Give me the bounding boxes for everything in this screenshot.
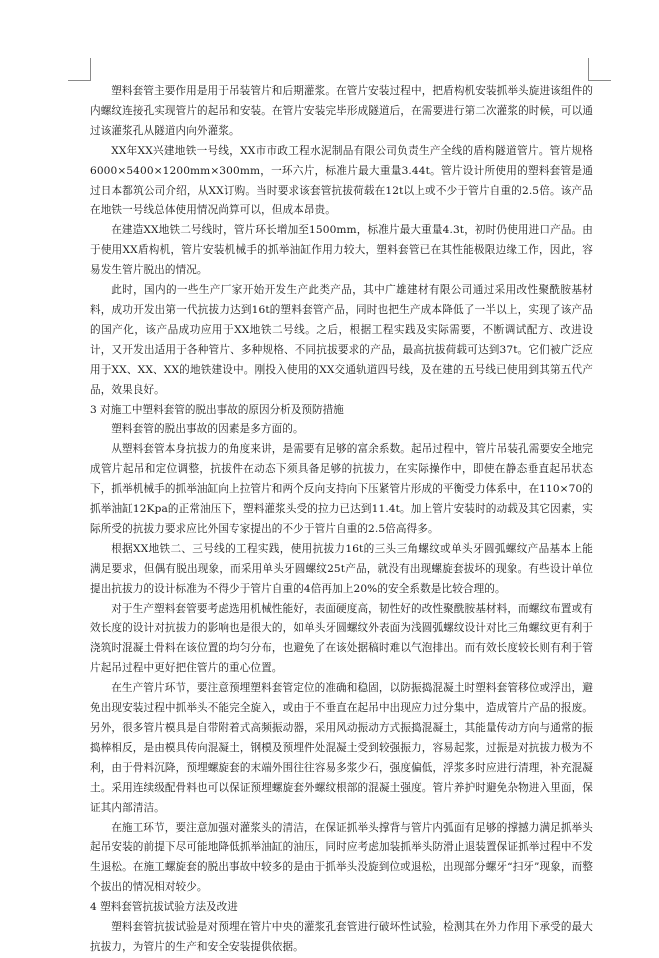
- paragraph: 塑料套管的脱出事故的因素是多方面的。: [111, 423, 304, 436]
- paragraph: 对于生产塑料套管要考虑选用机械性能好，表面硬度高，韧性好的改性聚酰胺基材料，而螺纹布置或有效长度的设计对抗拔力的影响也是很大的，如单头牙圆螺纹外表面为浅圆弧螺纹设计对比三角螺纹更有利于浇筑时混凝土骨料在该位置的均匀分布，也避免了在该处据稿时难以气泡排出。而有效长度较长则有利于管片起吊过程中更好把住管片的重心位置。: [90, 602, 593, 675]
- paragraph: XX年XX兴建地铁一号线，XX市市政工程水泥制品有限公司负责生产全线的盾构隧道管片。管片规格6000×5400×1200mm×300mm，一环六片，标准片最大重量3.44t。管片设计所使用的塑料套管是通过日本都筑公司介绍，从XX订购。当时要求该套管抗拔荷载在12t以上或不少于管片自重的2.5倍。该产品在地铁一号线总体使用情况尚算可以，但成本昂贵。: [90, 144, 593, 217]
- paragraph: 在生产管片环节，要注意预埋塑料套管定位的准确和稳固，以防振捣混凝土时塑料套管移位或浮出，避免出现安装过程中抓举头不能完全旋入，或由于不垂直在起吊中出现应力过分集中，造成管片产品的报废。另外，很多管片模具是自带附着式高频振动器，采用风动振动方式振捣混凝土，其能量传动方向与通常的振捣棒相反，是由模具传向混凝土，钢模及预埋件处混凝土受到较强振力，容易起浆，过振是对抗拔力极为不利，由于骨料沉降，预埋螺旋套的末端外围往往容易多浆少石，强度偏低，浮浆多时应进行清理，补充混凝土。采用连续级配骨料也可以保证预埋螺旋套外螺纹根部的混凝土强度。管片养护时避免杂物进入里面，保证其内部清洁。: [90, 682, 593, 814]
- paragraph: 塑料套管主要作用是用于吊装管片和后期灌浆。在管片安装过程中，把盾构机安装抓举头旋进该组件的内螺纹连接孔实现管片的起吊和安装。在管片安装完毕形成隧道后，在需要进行第二次灌浆的时候，可以通过该灌浆孔从隧道内向外灌浆。: [90, 85, 593, 137]
- page-corner-mark-top-left: [68, 58, 91, 81]
- page-corner-mark-top-right: [588, 58, 611, 81]
- section-heading: 3 对施工中塑料套管的脱出事故的原因分析及预防措施: [90, 403, 344, 416]
- section-heading: 4 塑料套管抗拔试验方法及改进: [90, 901, 238, 914]
- paragraph: 根据XX地铁二、三号线的工程实践，使用抗拔力16t的三头三角螺纹或单头牙圆弧螺纹产品基本上能满足要求，但偶有脱出现象，而采用单头牙圆螺纹25t产品，就没有出现螺旋套拔坏的现象。有些设计单位提出抗拔力的设计标准为不得少于管片自重的4倍再加上20%的安全系数是比较合理的。: [90, 542, 593, 595]
- paragraph: 此时，国内的一些生产厂家开始开发生产此类产品，其中广雄建材有限公司通过采用改性聚酰胺基材料，成功开发出第一代抗拔力达到16t的塑料套管产品，同时也把生产成本降低了一半以上，实现了该产品的国产化，该产品成功应用于XX地铁二号线。之后，根据工程实践及实际需要，不断调试配方、改进设计，又开发出适用于各种管片、多种规格、不同抗拔要求的产品，最高抗拔荷载可达到37t。它们被广泛应用于XX、XX、XX的地铁建设中。刚投入使用的XX交通轨道四号线，及在建的五号线已使用到其第五代产品，效果良好。: [90, 284, 593, 396]
- paragraph: 塑料套管抗拔试验是对预埋在管片中央的灌浆孔套管进行破坏性试验，检测其在外力作用下承受的最大抗拔力，为管片的生产和安全安装提供依据。: [90, 921, 593, 953]
- paragraph: 在建造XX地铁二号线时，管片环长增加至1500mm，标准片最大重量4.3t，初时仍使用进口产品。由于使用XX盾构机，管片安装机械手的抓举油缸作用力较大，塑料套管已在其性能极限边缘工作，因此，容易发生管片脱出的情况。: [90, 224, 593, 277]
- paragraph: 在施工环节，要注意加强对灌浆头的清洁，在保证抓举头撑背与管片内弧面有足够的撑撼力满足抓举头起吊安装的前提下尽可能地降低抓举油缸的油压，同时应考虑加装抓举头防滑止退装置保证抓举过程中不发生退松。在施工螺旋套的脱出事故中较多的是由于抓举头没旋到位或退松，出现部分螺牙“扫牙”现象，而整个拔出的情况相对较少。: [90, 821, 593, 894]
- paragraph: 从塑料套管本身抗拔力的角度来讲，是需要有足够的富余系数。起吊过程中，管片吊装孔需要安全地完成管片起吊和定位调整，抗拔件在动态下须具备足够的抗拔力，在实际操作中，即使在静态垂直起吊状态下，抓举机械手的抓举油缸向上拉管片和两个反向支持向下压紧管片形成的平衡受力体系中，在110×70的抓举油缸12Kpa的正常油压下，塑料灌浆头受的拉力已达到11.4t。加上管片安装时的动载及其它因素，实际所受的抗拔力要求应比外国专家提出的不少于管片自重的2.5倍高得多。: [90, 443, 594, 535]
- document-body: [90, 82, 593, 958]
